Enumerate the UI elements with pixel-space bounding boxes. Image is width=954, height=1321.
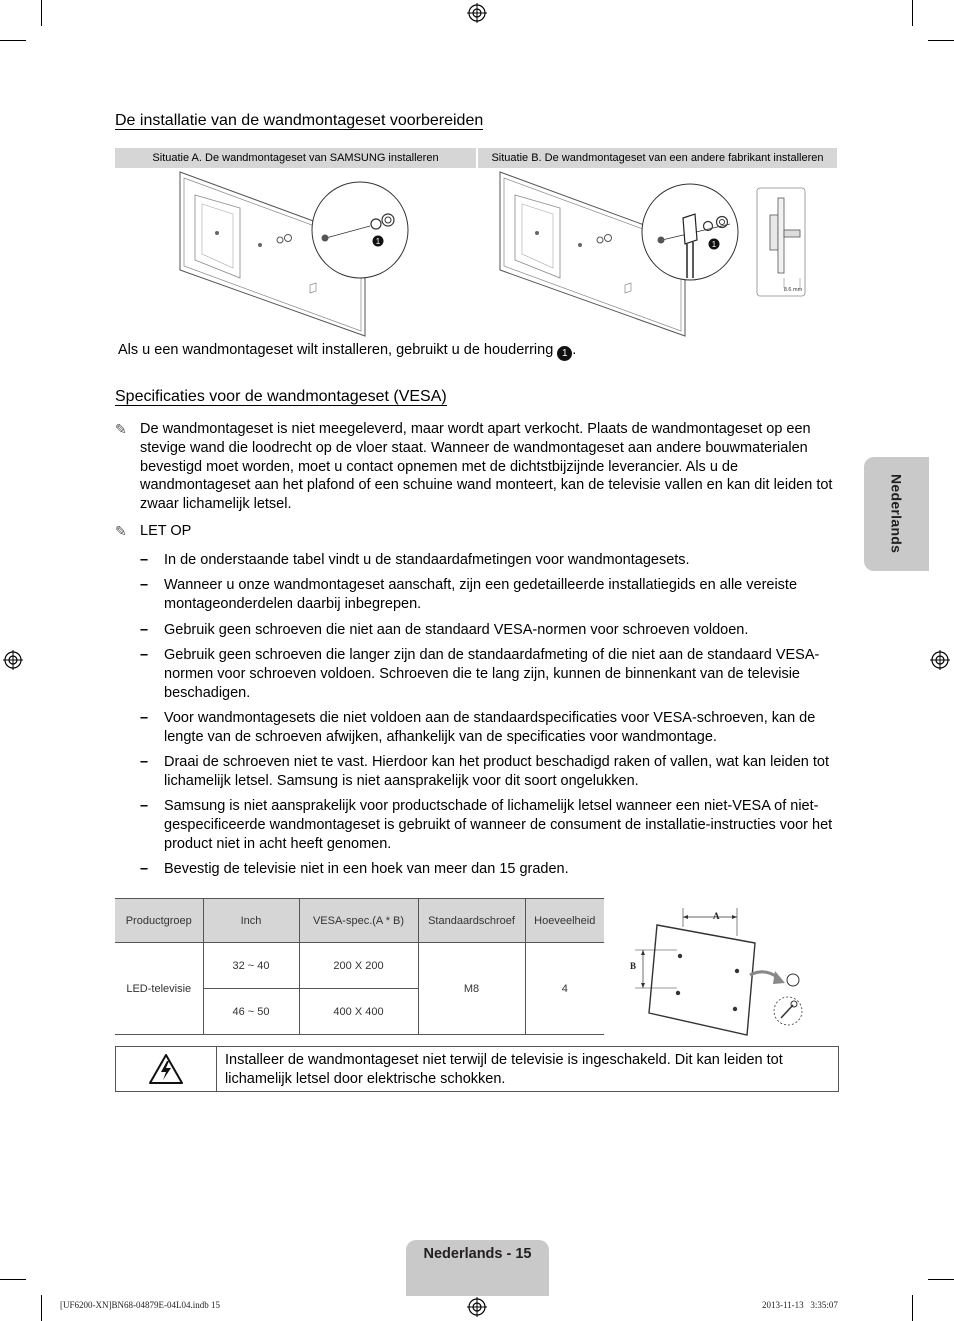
crop-mark xyxy=(41,1295,42,1321)
note-pencil-icon: ✎ xyxy=(115,523,127,539)
list-item: – Gebruik geen schroeven die niet aan de standaard VESA-normen voor schroeven voldoen. xyxy=(140,621,749,638)
table-cell-inch: 46 ~ 50 xyxy=(203,989,299,1035)
registration-mark-icon xyxy=(467,3,487,23)
warning-box xyxy=(115,1046,839,1092)
list-item: – Wanneer u onze wandmontageset aanschaft, zijn een gedetailleerde installatiegids en alle vereiste montageonderdelen daarbij inbegrepen. xyxy=(140,577,798,613)
list-item: – In de onderstaande tabel vindt u de standaardafmetingen voor wandmontagesets. xyxy=(140,552,690,568)
table-cell-quantity: 4 xyxy=(525,943,604,1035)
registration-mark-icon xyxy=(467,1297,487,1317)
crop-mark xyxy=(0,40,26,41)
table-header-cell: Standaardschroef xyxy=(418,899,525,943)
table-cell-inch: 32 ~ 40 xyxy=(203,943,299,989)
section-title-vesa: Specificaties voor de wandmontageset (VESA) xyxy=(115,388,447,405)
page-number: Nederlands - 15 xyxy=(423,1246,532,1262)
table-header-cell: Hoeveelheid xyxy=(525,899,604,943)
caution-list xyxy=(140,551,840,886)
list-item: – Samsung is niet aansprakelijk voor productschade of lichamelijk letsel wanneer een niet-VESA of niet-gespecificeerde wandmontageset is gebruikt of wanneer de consument de installatie-instructies voor het product niet in acht heeft genomen. xyxy=(140,798,833,852)
situation-a-header: Situatie A. De wandmontageset van SAMSUNG installeren xyxy=(115,148,476,168)
callout-number-b: 1 xyxy=(711,240,717,249)
section-title-prepare: De installatie van de wandmontageset voorbereiden xyxy=(115,112,484,129)
note-caution: ✎ LET OP xyxy=(115,523,192,539)
footer-timestamp: 2013-11-13 3:35:07 xyxy=(762,1300,838,1310)
dimension-label: 8.6 mm xyxy=(783,287,803,293)
crop-mark xyxy=(0,1279,26,1280)
crop-mark xyxy=(928,40,954,41)
list-item: – Bevestig de televisie niet in een hoek van meer dan 15 graden. xyxy=(140,861,569,878)
warning-icon-cell xyxy=(116,1047,217,1091)
language-side-tab xyxy=(864,457,929,571)
table-header-cell: VESA-spec.(A * B) xyxy=(299,899,418,943)
note-pencil-icon: ✎ xyxy=(115,421,127,437)
electric-hazard-icon xyxy=(149,1054,183,1084)
table-header-cell: Inch xyxy=(203,899,299,943)
table-header-row xyxy=(115,899,604,943)
situation-b-header: Situatie B. De wandmontageset van een andere fabrikant installeren xyxy=(478,148,837,168)
footer-file-info: [UF6200-XN]BN68-04879E-04L04.indb 15 xyxy=(60,1300,220,1310)
registration-mark-icon xyxy=(930,650,950,670)
table-cell-screw: M8 xyxy=(418,943,525,1035)
situation-b-diagram xyxy=(490,170,815,338)
label-a: A xyxy=(713,911,720,921)
list-item: – Gebruik geen schroeven die langer zijn dan de standaardafmeting of die niet aan de standaard VESA-normen voor schroeven voldoen. Schroeven die te lang zijn, kunnen de binnenkant van de televisie beschadigen. xyxy=(140,646,820,701)
callout-number-a: 1 xyxy=(375,237,381,246)
vesa-diagram xyxy=(625,905,825,1040)
table-row xyxy=(115,943,604,989)
situation-a-diagram xyxy=(170,170,420,338)
note-wall-mount: ✎ De wandmontageset is niet meegeleverd, maar wordt apart verkocht. Plaats de wandmontageset op een stevige wand die loodrecht op de vloer staat. Wanneer de wandmontageset aan andere bouwmaterialen bevestigd moet worden, moet u contact opnemen met de dichtstbijzijnde leverancier. Als u de wandmontageset aan het plafond of een schuine wand monteert, kan de televisie vallen en kan dit leiden tot zwaar lichamelijk letsel. xyxy=(115,421,833,513)
warning-text: Installeer de wandmontageset niet terwijl de televisie is ingeschakeld. Dit kan leiden tot lichamelijk letsel door elektrische schokken. xyxy=(225,1052,783,1087)
crop-mark xyxy=(41,0,42,26)
side-tab-label: Nederlands xyxy=(888,474,905,554)
list-item: – Voor wandmontagesets die niet voldoen aan de standaardspecificaties voor VESA-schroeven, kan de lengte van de schroeven afwijken, afhankelijk van de specificaties voor wandmontage. xyxy=(140,709,816,745)
crop-mark xyxy=(912,1295,913,1321)
table-cell-group: LED-televisie xyxy=(115,943,203,1035)
list-item: – Draai de schroeven niet te vast. Hierdoor kan het product beschadigd raken of vallen, wat kan leiden tot lichamelijk letsel. Samsung is niet aansprakelijk voor dit soort ongelukken. xyxy=(140,754,829,789)
table-cell-vesa: 400 X 400 xyxy=(299,989,418,1035)
crop-mark xyxy=(912,0,913,26)
page-number-tab xyxy=(406,1240,549,1296)
holder-ring-note: Als u een wandmontageset wilt installeren, gebruikt u de houderring 1 . xyxy=(118,342,577,359)
registration-mark-icon xyxy=(3,650,23,670)
label-b: B xyxy=(630,961,637,971)
callout-number-icon: 1 xyxy=(557,346,572,361)
vesa-spec-table xyxy=(115,898,604,1035)
table-cell-vesa: 200 X 200 xyxy=(299,943,418,989)
table-header-cell: Productgroep xyxy=(115,899,203,943)
crop-mark xyxy=(928,1279,954,1280)
